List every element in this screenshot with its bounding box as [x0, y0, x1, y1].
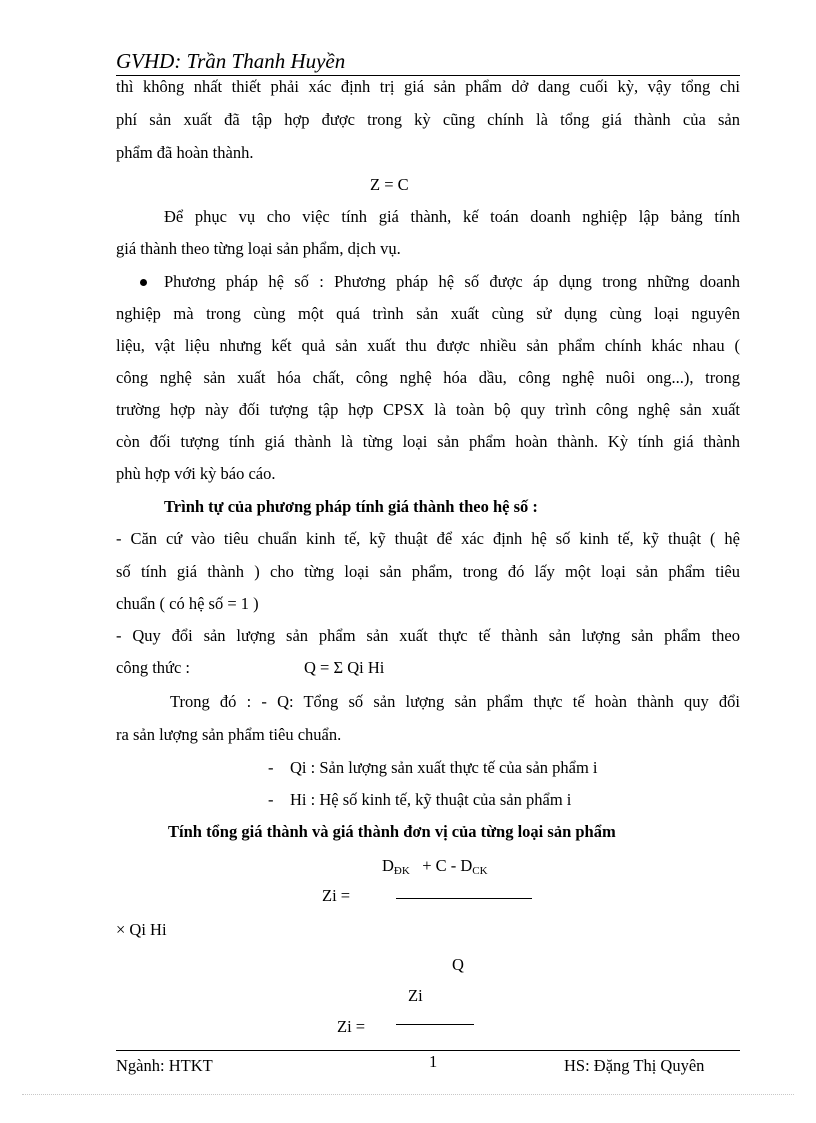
body-line: công thức :	[116, 658, 191, 677]
footer-left: Ngành: HTKT	[116, 1056, 213, 1075]
body-line: trường hợp này đối tượng tập hợp CPSX là toàn bộ quy trình công nghệ sản xuất	[116, 400, 740, 419]
body-line: giá thành theo từng loại sản phẩm, dịch vụ.	[116, 239, 401, 258]
formula-numerator: Zi	[408, 986, 423, 1005]
body-line: Để phục vụ cho việc tính giá thành, kế toán doanh nghiệp lập bảng tính	[164, 207, 740, 226]
body-line: ra sản lượng sản phẩm tiêu chuẩn.	[116, 725, 342, 744]
numerator-mid: + C - D	[422, 856, 473, 875]
body-line: còn đối tượng tính giá thành là từng loại sản phẩm hoàn thành. Kỳ tính giá thành	[116, 432, 740, 451]
body-line: chuẩn ( có hệ số = 1 )	[116, 594, 259, 613]
body-line: phẩm đã hoàn thành.	[116, 143, 254, 162]
formula-q: Q = Σ Qi Hi	[304, 658, 385, 677]
section-heading: Tính tổng giá thành và giá thành đơn vị của từng loại sản phẩm	[168, 822, 616, 841]
body-line: thì không nhất thiết phải xác định trị giá sản phẩm dở dang cuối kỳ, vậy tổng chi	[116, 77, 740, 96]
list-item: Qi : Sản lượng sản xuất thực tế của sản phẩm i	[290, 758, 598, 777]
page-number: 1	[429, 1052, 438, 1071]
body-line: Phương pháp hệ số : Phương pháp hệ số được áp dụng trong những doanh	[164, 272, 740, 291]
formula-lhs: Zi =	[337, 1017, 366, 1036]
body-line: phù hợp với kỳ báo cáo.	[116, 464, 276, 483]
body-line: công nghệ sản xuất hóa chất, công nghệ hóa dầu, công nghệ nuôi ong...), trong	[116, 368, 740, 387]
numerator-sub-ck: CK	[472, 865, 488, 877]
fraction-bar	[396, 898, 532, 899]
body-line: phí sản xuất đã tập hợp được trong kỳ cũng chính là tổng giá thành của sản	[116, 110, 740, 129]
numerator-d: D	[382, 856, 394, 875]
bullet-icon	[140, 279, 147, 286]
body-line: liệu, vật liệu nhưng kết quả sản xuất thu được nhiều sản phẩm chính khác nhau (	[116, 336, 740, 355]
body-line: - Quy đổi sản lượng sản phẩm sản xuất thực tế thành sản lượng sản phẩm theo	[116, 626, 740, 645]
list-dash: -	[268, 790, 274, 809]
body-line: nghiệp mà trong cùng một quá trình sản xuất cùng sử dụng cùng loại nguyên	[116, 304, 740, 323]
footer-rule	[116, 1050, 740, 1051]
formula-lhs: Zi =	[322, 886, 351, 905]
numerator-sub-dk: ĐK	[393, 865, 410, 877]
formula-numerator	[382, 856, 488, 881]
fraction-bar	[396, 1024, 474, 1025]
page-header	[116, 49, 740, 76]
body-line: - Căn cứ vào tiêu chuẩn kinh tế, kỹ thuật để xác định hệ số kinh tế, kỹ thuật ( hệ	[116, 529, 740, 548]
page-edge-divider	[22, 1094, 794, 1095]
formula-denominator: Q	[452, 955, 464, 974]
body-line: Trong đó : - Q: Tổng số sản lượng sản phẩm thực tế hoàn thành quy đổi	[170, 692, 740, 711]
header-title: GVHD: Trần Thanh Huyền	[116, 49, 346, 73]
footer-right: HS: Đặng Thị Quyên	[564, 1056, 705, 1075]
section-heading: Trình tự của phương pháp tính giá thành theo hệ số :	[164, 497, 538, 516]
formula-z-equals-c: Z = C	[370, 175, 409, 194]
body-line: số tính giá thành ) cho từng loại sản phẩm, trong đó lấy một loại sản phẩm tiêu	[116, 562, 740, 581]
list-item: Hi : Hệ số kinh tế, kỹ thuật của sản phẩm i	[290, 790, 572, 809]
formula-multiplier: × Qi Hi	[116, 920, 167, 939]
list-dash: -	[268, 758, 274, 777]
